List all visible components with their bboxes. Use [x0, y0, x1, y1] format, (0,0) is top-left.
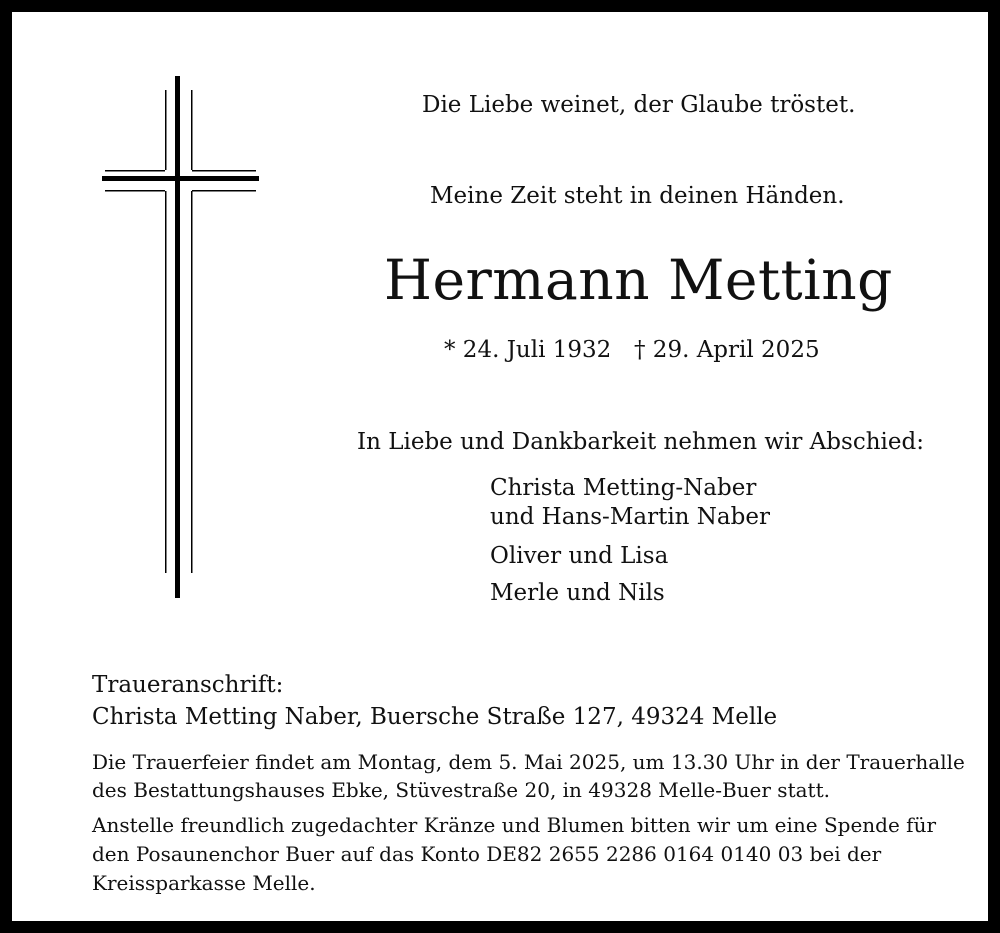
- farewell-line: In Liebe und Dankbarkeit nehmen wir Abschied:: [357, 429, 924, 455]
- donation-line: den Posaunenchor Buer auf das Konto DE82 2655 2286 0164 0140 03 bei der: [92, 842, 882, 866]
- deceased-name: Hermann Metting: [384, 248, 893, 312]
- donation-line: Anstelle freundlich zugedachter Kränze und Blumen bitten wir um eine Spende für: [92, 813, 937, 837]
- mourning-address: Christa Metting Naber, Buersche Straße 127, 49324 Melle: [92, 704, 778, 730]
- mourner-line: Merle und Nils: [490, 580, 665, 606]
- birth-date: * 24. Juli 1932: [444, 337, 612, 363]
- motto-line-1: Die Liebe weinet, der Glaube tröstet.: [422, 92, 856, 118]
- address-label: Traueranschrift:: [92, 672, 284, 698]
- death-date: † 29. April 2025: [634, 337, 820, 363]
- ceremony-line: Die Trauerfeier findet am Montag, dem 5. Mai 2025, um 13.30 Uhr in der Trauerhalle: [92, 750, 965, 774]
- ceremony-line: des Bestattungshauses Ebke, Stüvestraße 20, in 49328 Melle-Buer statt.: [92, 778, 830, 802]
- mourner-line: Christa Metting-Naber: [490, 475, 757, 501]
- mourner-line: und Hans-Martin Naber: [490, 504, 770, 530]
- cross-icon: [102, 76, 262, 601]
- mourner-line: Oliver und Lisa: [490, 543, 669, 569]
- donation-line: Kreissparkasse Melle.: [92, 871, 316, 895]
- motto-line-2: Meine Zeit steht in deinen Händen.: [430, 183, 845, 209]
